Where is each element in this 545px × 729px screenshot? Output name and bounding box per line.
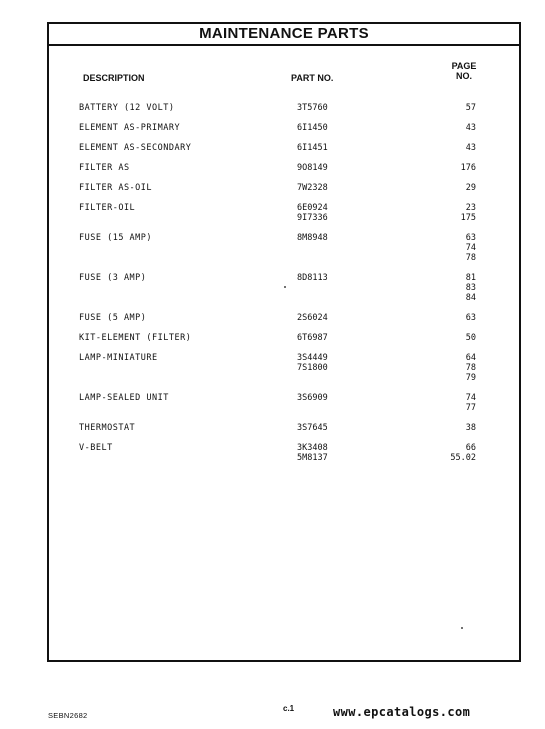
page-number: 57 — [465, 103, 476, 113]
part-number-cell — [297, 443, 328, 463]
part-number-cell — [297, 143, 328, 153]
part-number: 5M8137 — [297, 453, 328, 463]
page-number-cell — [466, 143, 476, 153]
page-number-cell — [466, 393, 476, 413]
page-number-cell — [466, 273, 476, 303]
page-number-cell — [466, 233, 476, 263]
page-number: 38 — [465, 423, 476, 433]
page-number: 55.02 — [450, 453, 476, 463]
part-number: 3S4449 — [297, 353, 328, 363]
parts-table-frame — [47, 22, 521, 662]
part-description: FUSE (15 AMP) — [79, 233, 153, 243]
part-number: 3K3408 — [297, 443, 328, 453]
part-description: LAMP-SEALED UNIT — [79, 393, 169, 403]
part-description: BATTERY (12 VOLT) — [79, 103, 175, 113]
page-number: 79 — [465, 373, 476, 383]
scan-speck — [284, 286, 286, 288]
part-number-cell — [297, 333, 328, 343]
part-description: FILTER AS-OIL — [79, 183, 153, 193]
page-number-cell — [466, 103, 476, 113]
page-number: 176 — [460, 163, 476, 173]
part-number: 3S6909 — [297, 393, 328, 403]
page-number-cell — [461, 163, 476, 173]
part-number-cell — [297, 163, 328, 173]
page-number-cell — [466, 353, 476, 383]
part-number-cell — [297, 353, 328, 373]
part-number-cell — [297, 393, 328, 403]
page-number-cell — [466, 123, 476, 133]
part-number-cell — [297, 233, 328, 243]
part-description: THERMOSTAT — [79, 423, 136, 433]
page-number-cell — [450, 443, 476, 463]
page-number: 63 — [465, 233, 476, 243]
page-number: 50 — [465, 333, 476, 343]
part-no-column-header: PART NO. — [291, 73, 334, 83]
page-number: 74 — [465, 243, 476, 253]
part-number: 8D8113 — [297, 273, 328, 283]
website-watermark: www.epcatalogs.com — [333, 705, 471, 719]
page-number: 78 — [465, 253, 476, 263]
part-description: ELEMENT AS-SECONDARY — [79, 143, 192, 153]
part-number-cell — [297, 183, 328, 193]
page-number-cell — [466, 313, 476, 323]
page-number: 81 — [465, 273, 476, 283]
part-description: FILTER AS — [79, 163, 130, 173]
page-title: MAINTENANCE PARTS — [49, 24, 519, 46]
page-number: 43 — [465, 123, 476, 133]
page-number: 66 — [465, 443, 476, 453]
part-number-cell — [297, 123, 328, 133]
part-description: LAMP-MINIATURE — [79, 353, 158, 363]
page-number-cell — [466, 183, 476, 193]
part-number-cell — [297, 423, 328, 433]
part-number: 3S7645 — [297, 423, 328, 433]
part-description: KIT-ELEMENT (FILTER) — [79, 333, 192, 343]
page-number: 23 — [465, 203, 476, 213]
page-number: 43 — [465, 143, 476, 153]
page-number: 78 — [465, 363, 476, 373]
part-number-cell — [297, 103, 328, 113]
part-number: 2S6024 — [297, 313, 328, 323]
page-header-line2: NO. — [455, 71, 472, 81]
page-number: 175 — [460, 213, 476, 223]
part-number: 7S1800 — [297, 363, 328, 373]
part-number: 6I1451 — [297, 143, 328, 153]
part-number: 8M8948 — [297, 233, 328, 243]
part-description: V-BELT — [79, 443, 113, 453]
page-number: 64 — [465, 353, 476, 363]
page-number-cell — [461, 203, 476, 223]
part-number: 9O8149 — [297, 163, 328, 173]
part-description: ELEMENT AS-PRIMARY — [79, 123, 181, 133]
page-number-cell — [466, 333, 476, 343]
page-number-cell — [466, 423, 476, 433]
page-header-line1: PAGE — [451, 61, 477, 71]
page-number: 83 — [465, 283, 476, 293]
part-description: FUSE (3 AMP) — [79, 273, 147, 283]
part-number-cell — [297, 203, 328, 223]
part-number: 3T5760 — [297, 103, 328, 113]
page-number: 63 — [465, 313, 476, 323]
page-number: 74 — [465, 393, 476, 403]
part-number: 6I1450 — [297, 123, 328, 133]
part-description: FILTER-OIL — [79, 203, 136, 213]
part-number-cell — [297, 313, 328, 323]
page-number: 77 — [465, 403, 476, 413]
document-code: SEBN2682 — [48, 711, 88, 720]
part-number: 6T6987 — [297, 333, 328, 343]
part-description: FUSE (5 AMP) — [79, 313, 147, 323]
part-number: 9I7336 — [297, 213, 328, 223]
description-column-header: DESCRIPTION — [83, 73, 145, 83]
part-number-cell — [297, 273, 328, 283]
page-reference: c.1 — [283, 704, 295, 713]
page-number: 29 — [465, 183, 476, 193]
part-number: 6E0924 — [297, 203, 328, 213]
parts-list — [49, 24, 519, 660]
part-number: 7W2328 — [297, 183, 328, 193]
scan-speck — [461, 627, 463, 629]
page-number: 84 — [465, 293, 476, 303]
